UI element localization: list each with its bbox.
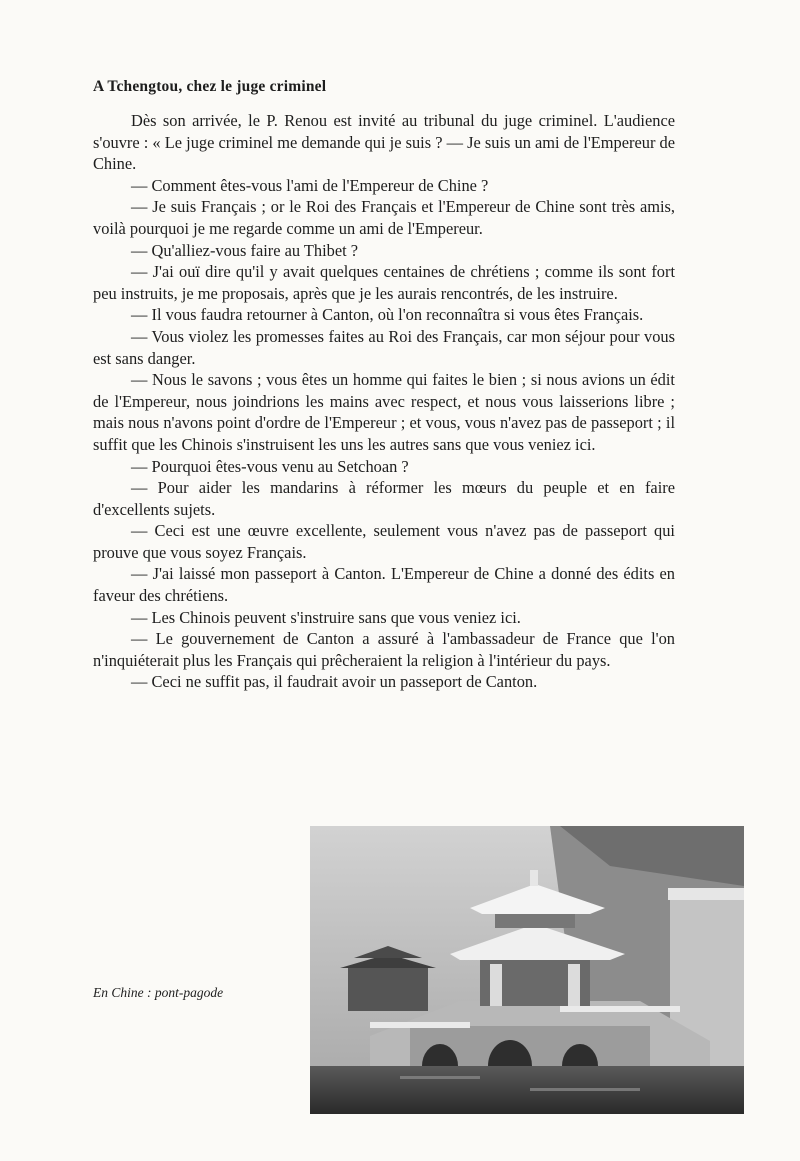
paragraph: — Le gouvernement de Canton a assuré à l'ambassadeur de France que l'on n'inquiéterait plus les Français qui prêcheraient la religion à l'intérieur du pays.	[93, 629, 675, 670]
paragraph: — Ceci ne suffit pas, il faudrait avoir un passeport de Canton.	[131, 672, 538, 692]
paragraph: — J'ai laissé mon passeport à Canton. L'Empereur de Chine a donné des édits en faveur des chrétiens.	[93, 564, 675, 606]
section-heading: A Tchengtou, chez le juge criminel	[93, 78, 327, 95]
paragraph: — Comment êtes-vous l'ami de l'Empereur de Chine ?	[131, 175, 489, 195]
paragraph: — Ceci est une œuvre excellente, seulement vous n'avez pas de passeport qui prouve que vous soyez Français.	[93, 521, 675, 562]
paragraph: Dès son arrivée, le P. Renou est invité au tribunal du juge criminel. L'audience s'ouvre : « Le juge criminel me demande qui je suis ? — Je suis un ami de l'Empereur de Chine.	[93, 111, 675, 174]
body-text	[93, 110, 675, 693]
paragraph: — Pourquoi êtes-vous venu au Setchoan ?	[131, 456, 409, 476]
paragraph: — Les Chinois peuvent s'instruire sans que vous veniez ici.	[131, 607, 521, 627]
paragraph: — J'ai ouï dire qu'il y avait quelques centaines de chrétiens ; comme ils sont fort peu instruits, je me proposais, après que je les aurais rencontrés, de les instruire.	[93, 262, 675, 303]
pagoda-bridge-photo	[310, 826, 744, 1114]
paragraph: — Vous violez les promesses faites au Roi des Français, car mon séjour pour vous est sans danger.	[93, 326, 675, 368]
paragraph: — Nous le savons ; vous êtes un homme qui faites le bien ; si nous avions un édit de l'Empereur, nous joindrions les mains avec respect, et nous vous laisserions libre ; mais nous n'avons point d'ordre de l'Empereur ; et vous, vous n'avez pas de passeport ; il suffit que les Chinois s'instruisent les uns les autres sans que vous veniez ici.	[93, 370, 675, 454]
paragraph: — Il vous faudra retourner à Canton, où l'on reconnaîtra si vous êtes Français.	[131, 305, 644, 325]
paragraph: — Qu'alliez-vous faire au Thibet ?	[131, 240, 359, 260]
paragraph: — Pour aider les mandarins à réformer les mœurs du peuple et en faire d'excellents sujets.	[93, 478, 675, 519]
figure-caption: En Chine : pont-pagode	[93, 985, 224, 1000]
paragraph: — Je suis Français ; or le Roi des Français et l'Empereur de Chine sont très amis, voilà pourquoi je me regarde comme un ami de l'Empereur.	[93, 197, 675, 238]
